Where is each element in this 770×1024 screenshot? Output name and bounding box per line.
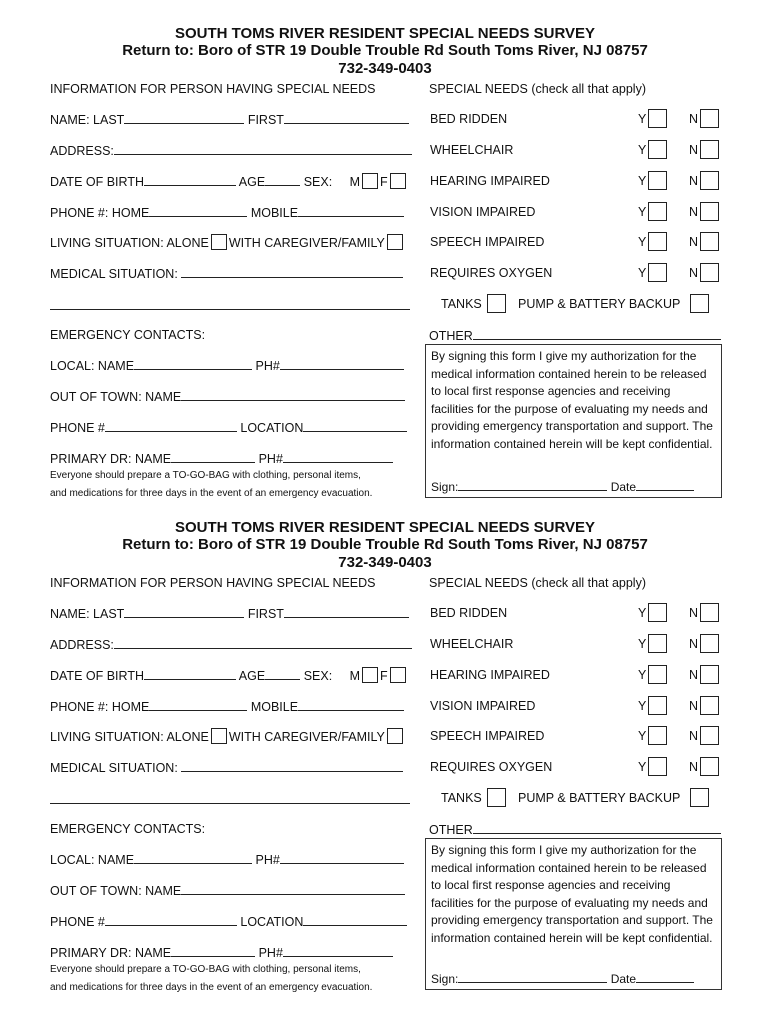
sex-m-checkbox[interactable] [362,667,378,683]
tanks-checkbox[interactable] [487,294,506,313]
need-speech-y-checkbox[interactable] [648,232,667,251]
living-row [50,234,405,251]
need-speech-label: SPEECH IMPAIRED [430,729,545,743]
mobile-field[interactable] [298,698,404,711]
location-field[interactable] [303,913,407,926]
need-hearing-label: HEARING IMPAIRED [430,174,550,188]
other-label: OTHER [429,823,473,837]
home-phone-field[interactable] [149,698,247,711]
address-row [50,142,412,159]
dr-ph-label: PH# [258,452,283,466]
other-row [429,327,721,344]
date-field[interactable] [636,478,694,491]
need-oxygen-y-checkbox[interactable] [648,263,667,282]
need-hearing-y-checkbox[interactable] [648,171,667,190]
out-of-town-field[interactable] [181,388,405,401]
out-of-town-row [50,388,405,405]
need-vision-y-checkbox[interactable] [648,696,667,715]
need-hearing-y-label: Y [638,174,647,188]
tanks-label: TANKS [441,791,482,805]
location-field[interactable] [303,419,407,432]
phone-num-field[interactable] [105,419,237,432]
local-name-field[interactable] [134,357,252,370]
authorization-box [425,344,722,498]
out-of-town-row [50,882,405,899]
need-vision-n-checkbox[interactable] [700,696,719,715]
last-name-label: NAME: LAST [50,607,125,621]
medical-field-line-2[interactable] [50,309,410,310]
need-speech-n-checkbox[interactable] [700,232,719,251]
left-section-header: INFORMATION FOR PERSON HAVING SPECIAL NEEDS [50,576,376,590]
need-bed-ridden-y-label: Y [638,112,647,126]
mobile-label: MOBILE [250,206,299,220]
need-bed-ridden-y-checkbox[interactable] [648,109,667,128]
first-name-field[interactable] [284,605,409,618]
local-row [50,357,404,374]
name-row [50,111,409,128]
left-section-header: INFORMATION FOR PERSON HAVING SPECIAL NEEDS [50,82,376,96]
local-ph-label: PH# [255,359,280,373]
sign-label: Sign: [431,972,459,986]
phone-location-row [50,419,407,436]
survey-form-1 [0,0,770,499]
need-vision-n-label: N [689,699,699,713]
other-row [429,821,721,838]
local-ph-label: PH# [255,853,280,867]
need-wheelchair-n-checkbox[interactable] [700,140,719,159]
to-go-bag-note-1: Everyone should prepare a TO-GO-BAG with clothing, personal items, [50,964,361,975]
local-name-field[interactable] [134,851,252,864]
sign-label: Sign: [431,480,459,494]
need-vision-y-checkbox[interactable] [648,202,667,221]
date-label: Date [610,480,637,494]
primary-dr-label: PRIMARY DR: NAME [50,452,172,466]
right-section-header: SPECIAL NEEDS (check all that apply) [429,82,646,96]
home-phone-label: PHONE #: HOME [50,206,150,220]
caregiver-checkbox[interactable] [387,234,403,250]
need-hearing-n-checkbox[interactable] [700,171,719,190]
out-of-town-field[interactable] [181,882,405,895]
medical-row [50,759,403,776]
need-oxygen-n-checkbox[interactable] [700,757,719,776]
dob-field[interactable] [144,173,236,186]
signature-field[interactable] [458,478,607,491]
authorization-text: By signing this form I give my authorization for the medical information contained herein to be released to local first response agencies and receiving facilities for the purpose of evaluating my needs and providing emergency transportation and support. The information contained herein will be kept confidential. [431,843,713,945]
need-wheelchair-y-label: Y [638,143,647,157]
dob-row [50,173,408,190]
location-label: LOCATION [240,421,304,435]
need-vision-label: VISION IMPAIRED [430,699,536,713]
need-vision-n-label: N [689,205,699,219]
primary-dr-field[interactable] [171,450,255,463]
need-wheelchair-y-checkbox[interactable] [648,140,667,159]
need-vision-y-label: Y [638,699,647,713]
location-label: LOCATION [240,915,304,929]
survey-form-2 [0,494,770,993]
need-oxygen-n-label: N [689,760,699,774]
address-label: ADDRESS: [50,144,114,158]
contact-phone: 732-349-0403 [338,60,432,77]
address-field[interactable] [114,636,412,649]
other-field[interactable] [473,821,721,834]
medical-row [50,265,403,282]
to-go-bag-note-2: and medications for three days in the event of an emergency evacuation. [50,488,373,499]
medical-field[interactable] [181,265,403,278]
need-oxygen-n-checkbox[interactable] [700,263,719,282]
phone-num-field[interactable] [105,913,237,926]
caregiver-label: WITH CAREGIVER/FAMILY [228,236,385,250]
need-hearing-n-label: N [689,668,699,682]
sex-label: SEX: [303,175,333,189]
address-row [50,636,412,653]
name-row [50,605,409,622]
primary-dr-row [50,450,393,467]
caregiver-label: WITH CAREGIVER/FAMILY [228,730,385,744]
need-speech-n-label: N [689,235,699,249]
sex-f-checkbox[interactable] [390,173,406,189]
contact-phone: 732-349-0403 [338,554,432,571]
age-label: AGE [238,175,266,189]
need-oxygen-label: REQUIRES OXYGEN [430,760,553,774]
sex-label: SEX: [303,669,333,683]
need-wheelchair-y-label: Y [638,637,647,651]
phone-num-label: PHONE # [50,915,105,929]
other-field[interactable] [473,327,721,340]
need-speech-y-checkbox[interactable] [648,726,667,745]
sex-m-checkbox[interactable] [362,173,378,189]
need-bed-ridden-n-checkbox[interactable] [700,603,719,622]
need-wheelchair-y-checkbox[interactable] [648,634,667,653]
dr-ph-field[interactable] [283,944,393,957]
living-alone-label: LIVING SITUATION: ALONE [50,730,209,744]
sex-f-label: F [379,175,388,189]
primary-dr-label: PRIMARY DR: NAME [50,946,172,960]
medical-field[interactable] [181,759,403,772]
phone-row [50,698,404,715]
address-label: ADDRESS: [50,638,114,652]
living-alone-label: LIVING SITUATION: ALONE [50,236,209,250]
need-bed-ridden-y-checkbox[interactable] [648,603,667,622]
primary-dr-row [50,944,393,961]
need-speech-n-checkbox[interactable] [700,726,719,745]
need-speech-y-label: Y [638,235,647,249]
need-bed-ridden-y-label: Y [638,606,647,620]
dob-label: DATE OF BIRTH [50,175,144,189]
signature-field[interactable] [458,970,607,983]
to-go-bag-note-1: Everyone should prepare a TO-GO-BAG with clothing, personal items, [50,470,361,481]
need-hearing-label: HEARING IMPAIRED [430,668,550,682]
need-vision-y-label: Y [638,205,647,219]
local-name-label: LOCAL: NAME [50,853,135,867]
sex-m-label: M [349,669,360,683]
mobile-field[interactable] [298,204,404,217]
first-name-label: FIRST [247,607,284,621]
local-ph-field[interactable] [280,851,404,864]
local-name-label: LOCAL: NAME [50,359,135,373]
dob-row [50,667,408,684]
signature-row [431,970,694,989]
local-ph-field[interactable] [280,357,404,370]
living-alone-checkbox[interactable] [211,728,227,744]
local-row [50,851,404,868]
living-row [50,728,405,745]
dob-label: DATE OF BIRTH [50,669,144,683]
medical-field-line-2[interactable] [50,803,410,804]
out-of-town-label: OUT OF TOWN: NAME [50,884,182,898]
age-label: AGE [238,669,266,683]
dob-field[interactable] [144,667,236,680]
need-hearing-n-checkbox[interactable] [700,665,719,684]
need-hearing-y-checkbox[interactable] [648,665,667,684]
need-speech-label: SPEECH IMPAIRED [430,235,545,249]
need-vision-n-checkbox[interactable] [700,202,719,221]
other-label: OTHER [429,329,473,343]
need-oxygen-n-label: N [689,266,699,280]
right-section-header: SPECIAL NEEDS (check all that apply) [429,576,646,590]
return-address: Return to: Boro of STR 19 Double Trouble Rd South Toms River, NJ 08757 [122,42,648,59]
emergency-label: EMERGENCY CONTACTS: [50,822,206,836]
tanks-label: TANKS [441,297,482,311]
pump-label: PUMP & BATTERY BACKUP [518,791,681,805]
need-bed-ridden-label: BED RIDDEN [430,112,508,126]
age-field[interactable] [265,667,300,680]
need-vision-label: VISION IMPAIRED [430,205,536,219]
date-field[interactable] [636,970,694,983]
authorization-box [425,838,722,990]
first-name-field[interactable] [284,111,409,124]
date-label: Date [610,972,637,986]
need-bed-ridden-n-label: N [689,606,699,620]
phone-location-row [50,913,407,930]
primary-dr-field[interactable] [171,944,255,957]
tanks-checkbox[interactable] [487,788,506,807]
need-oxygen-y-label: Y [638,266,647,280]
need-speech-n-label: N [689,729,699,743]
authorization-text: By signing this form I give my authorization for the medical information contained herein to be released to local first response agencies and receiving facilities for the purpose of evaluating my needs and providing emergency transportation and support. The information contained herein will be kept confidential. [431,349,713,451]
need-wheelchair-label: WHEELCHAIR [430,143,514,157]
pump-label: PUMP & BATTERY BACKUP [518,297,681,311]
sex-m-label: M [349,175,360,189]
form-title: SOUTH TOMS RIVER RESIDENT SPECIAL NEEDS SURVEY [174,25,596,42]
address-field[interactable] [114,142,412,155]
need-wheelchair-n-label: N [689,143,699,157]
medical-label: MEDICAL SITUATION: [50,761,178,775]
need-oxygen-y-checkbox[interactable] [648,757,667,776]
pump-checkbox[interactable] [690,788,709,807]
phone-row [50,204,404,221]
need-speech-y-label: Y [638,729,647,743]
dr-ph-field[interactable] [283,450,393,463]
dr-ph-label: PH# [258,946,283,960]
need-hearing-y-label: Y [638,668,647,682]
last-name-field[interactable] [124,605,244,618]
need-oxygen-y-label: Y [638,760,647,774]
last-name-field[interactable] [124,111,244,124]
need-wheelchair-label: WHEELCHAIR [430,637,514,651]
mobile-label: MOBILE [250,700,299,714]
home-phone-field[interactable] [149,204,247,217]
caregiver-checkbox[interactable] [387,728,403,744]
need-wheelchair-n-label: N [689,637,699,651]
need-bed-ridden-n-label: N [689,112,699,126]
phone-num-label: PHONE # [50,421,105,435]
need-wheelchair-n-checkbox[interactable] [700,634,719,653]
age-field[interactable] [265,173,300,186]
need-oxygen-label: REQUIRES OXYGEN [430,266,553,280]
medical-label: MEDICAL SITUATION: [50,267,178,281]
sex-f-label: F [379,669,388,683]
living-alone-checkbox[interactable] [211,234,227,250]
sex-f-checkbox[interactable] [390,667,406,683]
form-title: SOUTH TOMS RIVER RESIDENT SPECIAL NEEDS SURVEY [174,519,596,536]
need-hearing-n-label: N [689,174,699,188]
emergency-label: EMERGENCY CONTACTS: [50,328,206,342]
home-phone-label: PHONE #: HOME [50,700,150,714]
last-name-label: NAME: LAST [50,113,125,127]
to-go-bag-note-2: and medications for three days in the event of an emergency evacuation. [50,982,373,993]
return-address: Return to: Boro of STR 19 Double Trouble Rd South Toms River, NJ 08757 [122,536,648,553]
out-of-town-label: OUT OF TOWN: NAME [50,390,182,404]
need-bed-ridden-n-checkbox[interactable] [700,109,719,128]
pump-checkbox[interactable] [690,294,709,313]
first-name-label: FIRST [247,113,284,127]
need-bed-ridden-label: BED RIDDEN [430,606,508,620]
